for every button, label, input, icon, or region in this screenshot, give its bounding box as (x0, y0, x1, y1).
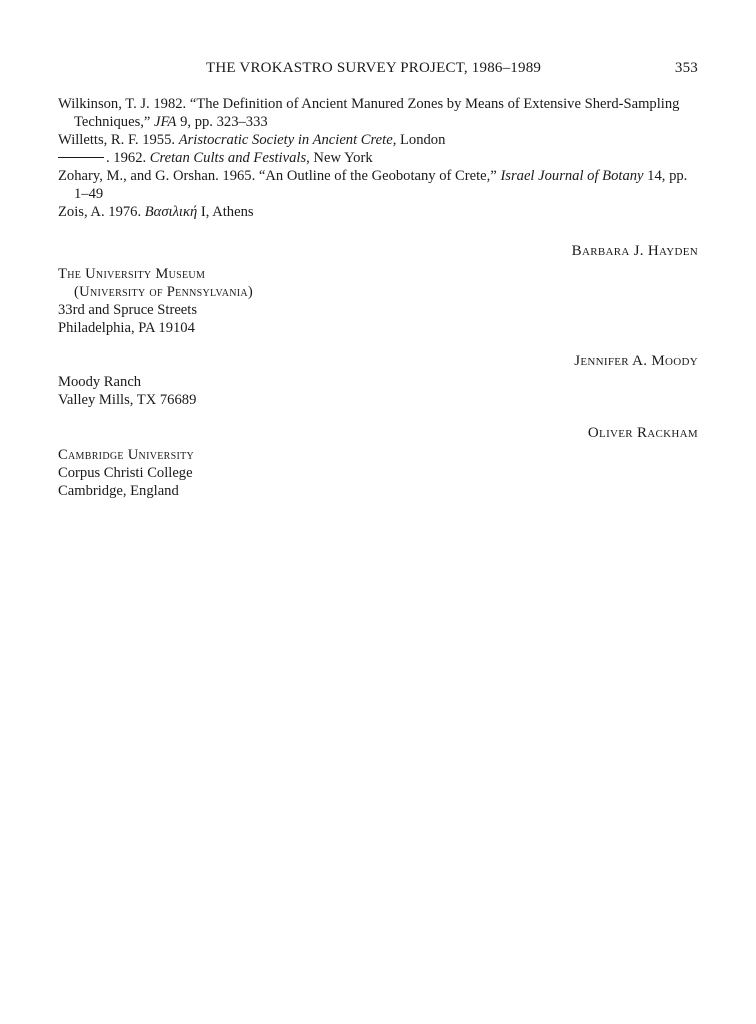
reference-text: 14, pp. 1–49 (74, 168, 688, 202)
reference-text: Willetts, R. F. 1955. (58, 132, 179, 148)
reference-journal: JFA (154, 114, 177, 130)
author-affiliation (58, 373, 458, 409)
reference-title: Cretan Cults and Festivals (149, 150, 307, 166)
ditto-dash (58, 157, 104, 158)
reference-item (58, 131, 698, 149)
affiliation-line: Cambridge University (58, 447, 195, 463)
reference-text: Zois, A. 1976. (58, 204, 145, 220)
reference-item (58, 203, 698, 221)
reference-text: , London (392, 132, 446, 148)
author-affiliation (58, 265, 458, 337)
running-title: THE VROKASTRO SURVEY PROJECT, 1986–1989 (206, 60, 542, 76)
author-name: Oliver Rackham (587, 425, 698, 441)
affiliation-line: Valley Mills, TX 76689 (58, 392, 197, 408)
affiliation-line: Moody Ranch (58, 374, 142, 390)
author-name: Jennifer A. Moody (574, 353, 698, 369)
reference-text: . 1962. (106, 150, 150, 166)
affiliation-line: (University of Pennsylvania) (74, 284, 254, 300)
reference-text: Zohary, M., and G. Orshan. 1965. “An Outline of the Geobotany of Crete,” (58, 168, 501, 184)
affiliation-line: Philadelphia, PA 19104 (58, 320, 195, 336)
reference-journal: Israel Journal of Botany (500, 168, 644, 184)
reference-text: Wilkinson, T. J. 1982. “The Definition of Ancient Manured Zones by Means of Extensive Sherd-Sampling Techniques,” (58, 96, 680, 130)
author-affiliation (58, 446, 458, 500)
reference-list (58, 95, 698, 221)
affiliation-line: The University Museum (58, 266, 206, 282)
affiliation-line: Cambridge, England (58, 483, 179, 499)
reference-text: , New York (306, 150, 373, 166)
reference-title: Aristocratic Society in Ancient Crete (178, 132, 393, 148)
affiliation-line: 33rd and Spruce Streets (58, 302, 198, 318)
reference-item (58, 95, 698, 131)
reference-text: I, Athens (197, 204, 254, 220)
author-name: Barbara J. Hayden (571, 243, 698, 259)
reference-text: 9, pp. 323–333 (176, 114, 268, 130)
reference-item (58, 167, 698, 203)
page-number: 353 (674, 60, 698, 76)
reference-title: Βασιλική (144, 204, 198, 220)
reference-item (58, 149, 698, 167)
running-head (0, 60, 756, 82)
affiliation-line: Corpus Christi College (58, 465, 193, 481)
